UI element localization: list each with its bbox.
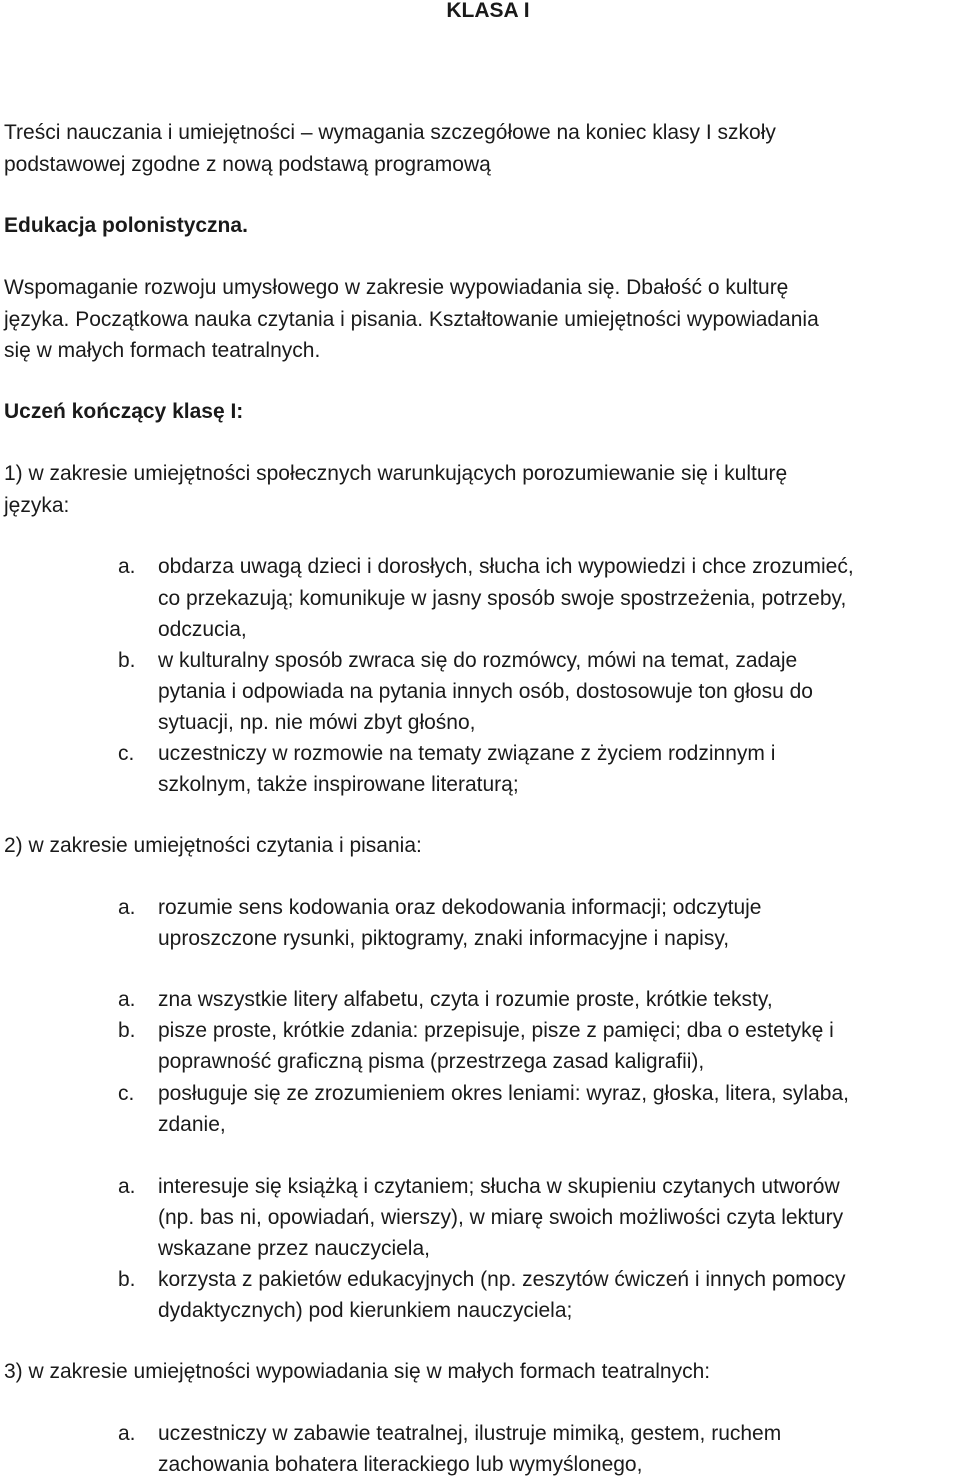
list-text: w kulturalny sposób zwraca się do rozmówcy, mówi na temat, zadaje xyxy=(158,649,798,672)
list-text: zna wszystkie litery alfabetu, czyta i rozumie proste, krótkie teksty, xyxy=(158,988,773,1011)
intro-line: podstawowej zgodne z nową podstawą programową xyxy=(4,153,491,176)
list-marker: c. xyxy=(118,1082,135,1105)
list-marker: a. xyxy=(118,988,136,1011)
part2-heading: 2) w zakresie umiejętności czytania i pisania: xyxy=(4,834,422,857)
section-heading: Edukacja polonistyczna. xyxy=(4,214,248,237)
description-line: języka. Początkowa nauka czytania i pisania. Kształtowanie umiejętności wypowiadania xyxy=(4,308,819,331)
list-text: sytuacji, np. nie mówi zbyt głośno, xyxy=(158,711,476,734)
part3-heading: 3) w zakresie umiejętności wypowiadania się w małych formach teatralnych: xyxy=(4,1360,711,1383)
list-text: zdanie, xyxy=(158,1113,226,1136)
list-text: posługuje się ze zrozumieniem okres leniami: wyraz, głoska, litera, sylaba, xyxy=(158,1082,849,1105)
list-text: pytania i odpowiada na pytania innych osób, dostosowuje ton głosu do xyxy=(158,680,813,703)
part1-heading: 1) w zakresie umiejętności społecznych warunkujących porozumiewanie się i kulturę xyxy=(4,462,788,485)
list-text: zachowania bohatera literackiego lub wymyślonego, xyxy=(158,1453,643,1476)
list-marker: a. xyxy=(118,896,136,919)
part1-heading: języka: xyxy=(4,494,70,517)
list-text: szkolnym, także inspirowane literaturą; xyxy=(158,773,519,796)
list-text: co przekazują; komunikuje w jasny sposób swoje spostrzeżenia, potrzeby, xyxy=(158,587,847,610)
list-text: odczucia, xyxy=(158,618,247,641)
list-text: rozumie sens kodowania oraz dekodowania informacji; odczytuje xyxy=(158,896,762,919)
list-text: pisze proste, krótkie zdania: przepisuje, pisze z pamięci; dba o estetykę i xyxy=(158,1019,834,1042)
list-text: dydaktycznych) pod kierunkiem nauczyciela; xyxy=(158,1299,573,1322)
list-text: korzysta z pakietów edukacyjnych (np. zeszytów ćwiczeń i innych pomocy xyxy=(158,1268,846,1291)
list-text: interesuje się książką i czytaniem; słucha w skupieniu czytanych utworów xyxy=(158,1175,840,1198)
list-text: poprawność graficzną pisma (przestrzega zasad kaligrafii), xyxy=(158,1050,705,1073)
list-text: uczestniczy w rozmowie na tematy związane z życiem rodzinnym i xyxy=(158,742,776,765)
list-marker: c. xyxy=(118,742,135,765)
list-marker: b. xyxy=(118,1268,136,1291)
intro-line: Treści nauczania i umiejętności – wymagania szczegółowe na koniec klasy I szkoły xyxy=(4,121,776,144)
list-text: uczestniczy w zabawie teatralnej, ilustruje mimiką, gestem, ruchem xyxy=(158,1422,782,1445)
list-marker: a. xyxy=(118,555,136,578)
student-heading: Uczeń kończący klasę I: xyxy=(4,400,244,423)
list-marker: a. xyxy=(118,1422,136,1445)
list-marker: b. xyxy=(118,649,136,672)
description-line: Wspomaganie rozwoju umysłowego w zakresie wypowiadania się. Dbałość o kulturę xyxy=(4,276,789,299)
list-text: obdarza uwagą dzieci i dorosłych, słucha ich wypowiedzi i chce zrozumieć, xyxy=(158,555,854,578)
list-marker: a. xyxy=(118,1175,136,1198)
list-marker: b. xyxy=(118,1019,136,1042)
description-line: się w małych formach teatralnych. xyxy=(4,339,321,362)
list-text: (np. bas ni, opowiadań, wierszy), w miarę swoich możliwości czyta lektury xyxy=(158,1206,844,1229)
page-title: KLASA I xyxy=(446,0,530,22)
list-text: uproszczone rysunki, piktogramy, znaki informacyjne i napisy, xyxy=(158,927,730,950)
list-text: wskazane przez nauczyciela, xyxy=(158,1237,430,1260)
